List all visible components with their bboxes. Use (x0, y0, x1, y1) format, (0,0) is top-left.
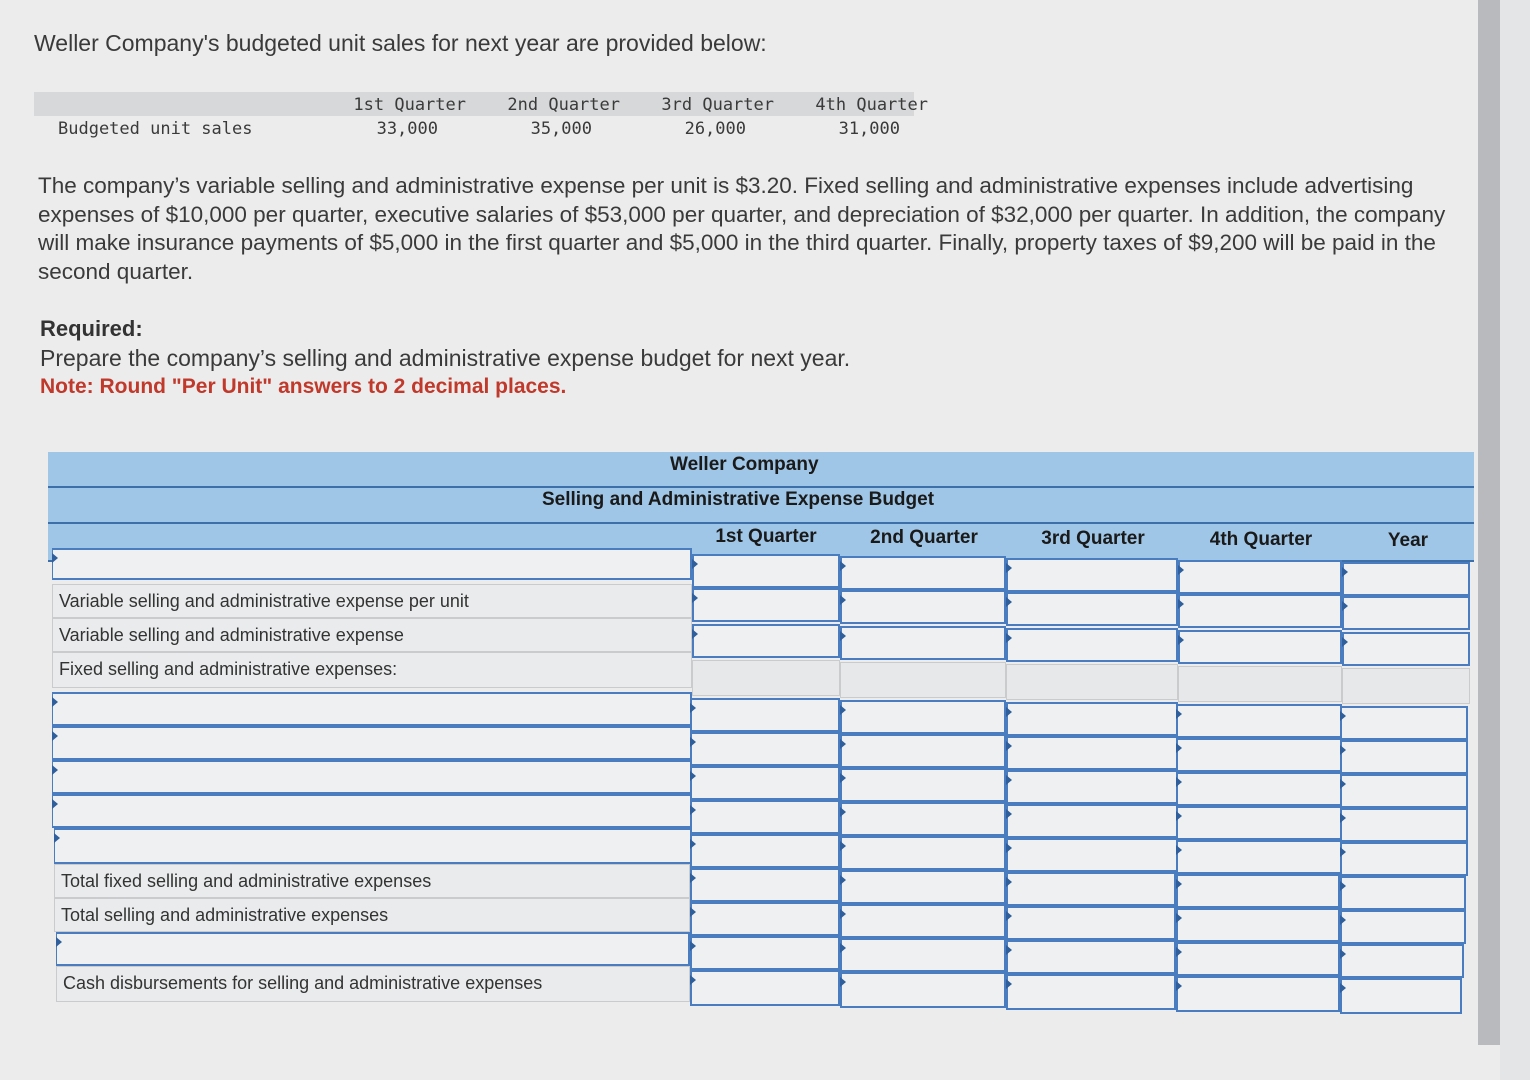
col-head-q2: 2nd Quarter (870, 527, 978, 548)
scroll-edge (1478, 0, 1500, 1045)
unit-sales-quarter-2: 2nd Quarter (507, 95, 620, 115)
cash-q3-input[interactable] (1006, 974, 1176, 1010)
fixed-item-2-year-input[interactable] (1340, 740, 1468, 774)
total-q3-input[interactable] (1006, 906, 1176, 940)
cash-q1-input[interactable] (690, 970, 840, 1006)
total-fixed-q2-input[interactable] (840, 870, 1006, 904)
fixed-item-3-q2-input[interactable] (840, 768, 1006, 802)
fixed-item-1-q1-input[interactable] (690, 698, 840, 732)
total-q1-input[interactable] (690, 902, 840, 936)
col-head-year: Year (1387, 530, 1429, 551)
row-fixed-label: Fixed selling and administrative expenses: (52, 652, 692, 688)
row-total-fixed-label: Total fixed selling and administrative expenses (54, 864, 690, 898)
fixed-item-3-q1-input[interactable] (690, 766, 840, 800)
var-expense-q3-input[interactable] (1006, 628, 1178, 662)
total-q4-input[interactable] (1176, 908, 1340, 942)
row1-q4-input[interactable] (1178, 560, 1342, 594)
fixed-item-5-year-input[interactable] (1340, 842, 1468, 876)
total-fixed-q4-input[interactable] (1176, 874, 1340, 908)
row-total-label: Total selling and administrative expenses (54, 898, 690, 932)
fixed-item-4-q3-input[interactable] (1006, 804, 1178, 838)
fixed-q4-blank (1178, 666, 1342, 702)
fixed-q3-blank (1006, 664, 1178, 700)
fixed-item-4-q1-input[interactable] (690, 800, 840, 834)
fixed-item-2-q2-input[interactable] (840, 734, 1006, 768)
cash-q2-input[interactable] (840, 972, 1006, 1008)
total-fixed-q1-input[interactable] (690, 868, 840, 902)
fixed-item-3-q4-input[interactable] (1176, 772, 1342, 806)
required-title: Required: (40, 316, 143, 341)
unit-sales-quarter-1: 1st Quarter (353, 95, 466, 115)
row1-q1-input[interactable] (692, 554, 840, 588)
fixed-item-2-label-input[interactable] (52, 726, 692, 760)
col-head-q4: 4th Quarter (1209, 529, 1313, 550)
var-expense-q4-input[interactable] (1178, 630, 1342, 664)
total-fixed-year-input[interactable] (1340, 876, 1466, 910)
total-fixed-q3-input[interactable] (1006, 872, 1176, 906)
var-expense-q1-input[interactable] (692, 624, 840, 658)
adjustment-q2-input[interactable] (840, 938, 1006, 972)
adjustment-q1-input[interactable] (690, 936, 840, 970)
fixed-item-3-label-input[interactable] (52, 760, 692, 794)
total-q2-input[interactable] (840, 904, 1006, 938)
fixed-item-1-label-input[interactable] (52, 692, 692, 726)
row-cash-label: Cash disbursements for selling and administrative expenses (56, 966, 690, 1002)
fixed-item-5-q1-input[interactable] (690, 834, 840, 868)
budget-title: Selling and Administrative Expense Budget (542, 489, 935, 510)
unit-sales-value-1: 33,000 (376, 119, 438, 139)
fixed-item-5-q3-input[interactable] (1006, 838, 1178, 872)
var-per-unit-year-input[interactable] (1342, 596, 1470, 630)
fixed-item-2-q4-input[interactable] (1176, 738, 1342, 772)
fixed-item-3-year-input[interactable] (1340, 774, 1468, 808)
unit-sales-value-4: 31,000 (838, 119, 900, 139)
row1-q3-input[interactable] (1006, 558, 1178, 592)
fixed-q2-blank (840, 662, 1006, 698)
var-per-unit-q4-input[interactable] (1178, 594, 1342, 628)
row-var-expense-label: Variable selling and administrative expense (52, 618, 692, 652)
fixed-item-5-label-input[interactable] (54, 828, 692, 864)
unit-sales-row-label: Budgeted unit sales (58, 119, 253, 139)
var-expense-q2-input[interactable] (840, 626, 1006, 660)
unit-sales-value-2: 35,000 (530, 119, 592, 139)
fixed-item-2-q3-input[interactable] (1006, 736, 1178, 770)
unit-sales-quarter-4: 4th Quarter (815, 95, 928, 115)
fixed-item-4-q4-input[interactable] (1176, 806, 1342, 840)
intro-text: Weller Company's budgeted unit sales for next year are provided below: (34, 30, 767, 56)
fixed-item-1-year-input[interactable] (1340, 706, 1468, 740)
row-var-per-unit-label: Variable selling and administrative expense per unit (52, 584, 692, 618)
problem-paragraph: The company’s variable selling and administrative expense per unit is $3.20. Fixed selling and administrative expenses include advertising expenses of $10,000 per quarter, executive salaries of $53,000 per quarter, and depreciation of $32,000 per quarter. In addition, the company will make insurance payments of $5,000 in the first quarter and $5,000 in the third quarter. Finally, property taxes of $9,200 will be paid in the second quarter. (38, 173, 1446, 284)
adjustment-q4-input[interactable] (1176, 942, 1340, 976)
adjustment-q3-input[interactable] (1006, 940, 1176, 974)
col-head-q3: 3rd Quarter (1041, 528, 1145, 549)
fixed-item-4-year-input[interactable] (1340, 808, 1468, 842)
row1-q2-input[interactable] (840, 556, 1006, 590)
fixed-item-5-q4-input[interactable] (1176, 840, 1342, 874)
fixed-q1-blank (692, 660, 840, 696)
adjustment-label-input[interactable] (56, 932, 690, 966)
unit-sales-quarter-3: 3rd Quarter (661, 95, 774, 115)
var-per-unit-q3-input[interactable] (1006, 592, 1178, 626)
fixed-item-4-q2-input[interactable] (840, 802, 1006, 836)
fixed-year-blank (1342, 668, 1470, 704)
unit-sales-table (34, 92, 928, 144)
adjustment-year-input[interactable] (1340, 944, 1464, 978)
fixed-item-2-q1-input[interactable] (690, 732, 840, 766)
required-text: Prepare the company’s selling and administrative expense budget for next year. (40, 345, 851, 371)
fixed-item-3-q3-input[interactable] (1006, 770, 1178, 804)
col-head-q1: 1st Quarter (715, 526, 817, 547)
unit-sales-header-band (34, 92, 914, 116)
fixed-item-1-q3-input[interactable] (1006, 702, 1178, 736)
total-year-input[interactable] (1340, 910, 1466, 944)
fixed-item-1-q4-input[interactable] (1176, 704, 1342, 738)
fixed-item-4-label-input[interactable] (52, 794, 692, 828)
fixed-item-1-q2-input[interactable] (840, 700, 1006, 734)
var-per-unit-q1-input[interactable] (692, 588, 840, 622)
unit-sales-value-3: 26,000 (684, 119, 746, 139)
budget-table (48, 440, 1474, 1020)
required-note: Note: Round "Per Unit" answers to 2 decimal places. (40, 375, 567, 398)
cash-year-input[interactable] (1340, 978, 1462, 1014)
company-name: Weller Company (670, 454, 819, 475)
row1-year-input[interactable] (1342, 562, 1470, 596)
var-per-unit-q2-input[interactable] (840, 590, 1006, 624)
cash-q4-input[interactable] (1176, 976, 1340, 1012)
row1-label-input[interactable] (52, 548, 692, 580)
fixed-item-5-q2-input[interactable] (840, 836, 1006, 870)
var-expense-year-input[interactable] (1342, 632, 1470, 666)
